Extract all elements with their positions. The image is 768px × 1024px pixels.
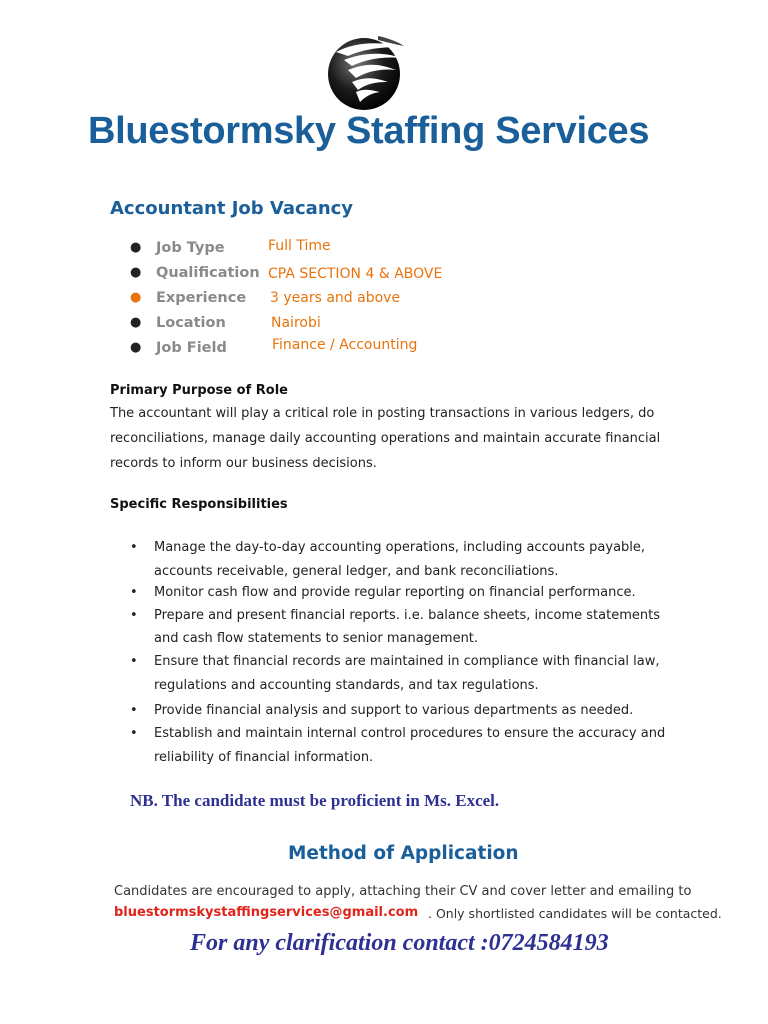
bullet-icon: • [130, 654, 138, 669]
bullet-icon: • [130, 703, 138, 718]
company-name: Bluestormsky Staffing Services [88, 110, 650, 152]
bullet-icon: ● [130, 290, 142, 305]
responsibility-line: Monitor cash flow and provide regular reporting on financial performance. [154, 585, 636, 600]
application-text: Candidates are encouraged to apply, attaching their CV and cover letter and emailing to [114, 884, 692, 899]
responsibility-line: Provide financial analysis and support to various departments as needed. [154, 703, 634, 718]
primary-purpose-text [110, 401, 710, 476]
detail-label: Job Type [156, 240, 225, 256]
bullet-icon: • [130, 608, 138, 623]
excel-note: NB. The candidate must be proficient in Ms. Excel. [130, 791, 500, 810]
method-heading: Method of Application [288, 843, 519, 864]
responsibilities-heading: Specific Responsibilities [110, 497, 288, 512]
responsibility-line: Ensure that financial records are maintained in compliance with financial law, [154, 654, 660, 669]
paragraph-line: records to inform our business decisions. [110, 456, 377, 471]
bullet-icon: ● [130, 265, 142, 280]
responsibility-line: accounts receivable, general ledger, and bank reconciliations. [154, 564, 559, 579]
responsibility-line: and cash flow statements to senior management. [154, 631, 479, 646]
bullet-icon: ● [130, 340, 142, 355]
bullet-icon: ● [130, 315, 142, 330]
detail-value: Finance / Accounting [272, 337, 418, 353]
paragraph-line: The accountant will play a critical role in posting transactions in various ledgers, do [110, 406, 655, 421]
detail-label: Location [156, 315, 226, 331]
bullet-icon: ● [130, 240, 142, 255]
bullet-icon: • [130, 540, 138, 555]
responsibility-line: reliability of financial information. [154, 750, 374, 765]
storm-globe-logo-icon [318, 30, 414, 112]
bullet-icon: • [130, 726, 138, 741]
responsibility-line: regulations and accounting standards, and tax regulations. [154, 678, 539, 693]
application-note: . Only shortlisted candidates will be contacted. [428, 906, 722, 921]
detail-label: Experience [156, 290, 247, 306]
detail-value: Nairobi [271, 315, 321, 331]
vacancy-title: Accountant Job Vacancy [110, 198, 354, 219]
detail-value: Full Time [268, 238, 331, 254]
detail-label: Job Field [156, 340, 227, 356]
detail-value: CPA SECTION 4 & ABOVE [268, 266, 443, 282]
responsibility-line: Prepare and present financial reports. i.e. balance sheets, income statements [154, 608, 660, 623]
bullet-icon: • [130, 585, 138, 600]
responsibility-line: Manage the day-to-day accounting operations, including accounts payable, [154, 540, 646, 555]
primary-purpose-heading: Primary Purpose of Role [110, 383, 288, 398]
contact-line: For any clarification contact :0724584193 [190, 930, 609, 956]
detail-value: 3 years and above [270, 290, 401, 306]
paragraph-line: reconciliations, manage daily accounting operations and maintain accurate financial [110, 431, 661, 446]
email-address[interactable]: bluestormskystaffingservices@gmail.com [114, 905, 419, 920]
responsibility-line: Establish and maintain internal control procedures to ensure the accuracy and [154, 726, 666, 741]
detail-label: Qualification [156, 265, 260, 281]
